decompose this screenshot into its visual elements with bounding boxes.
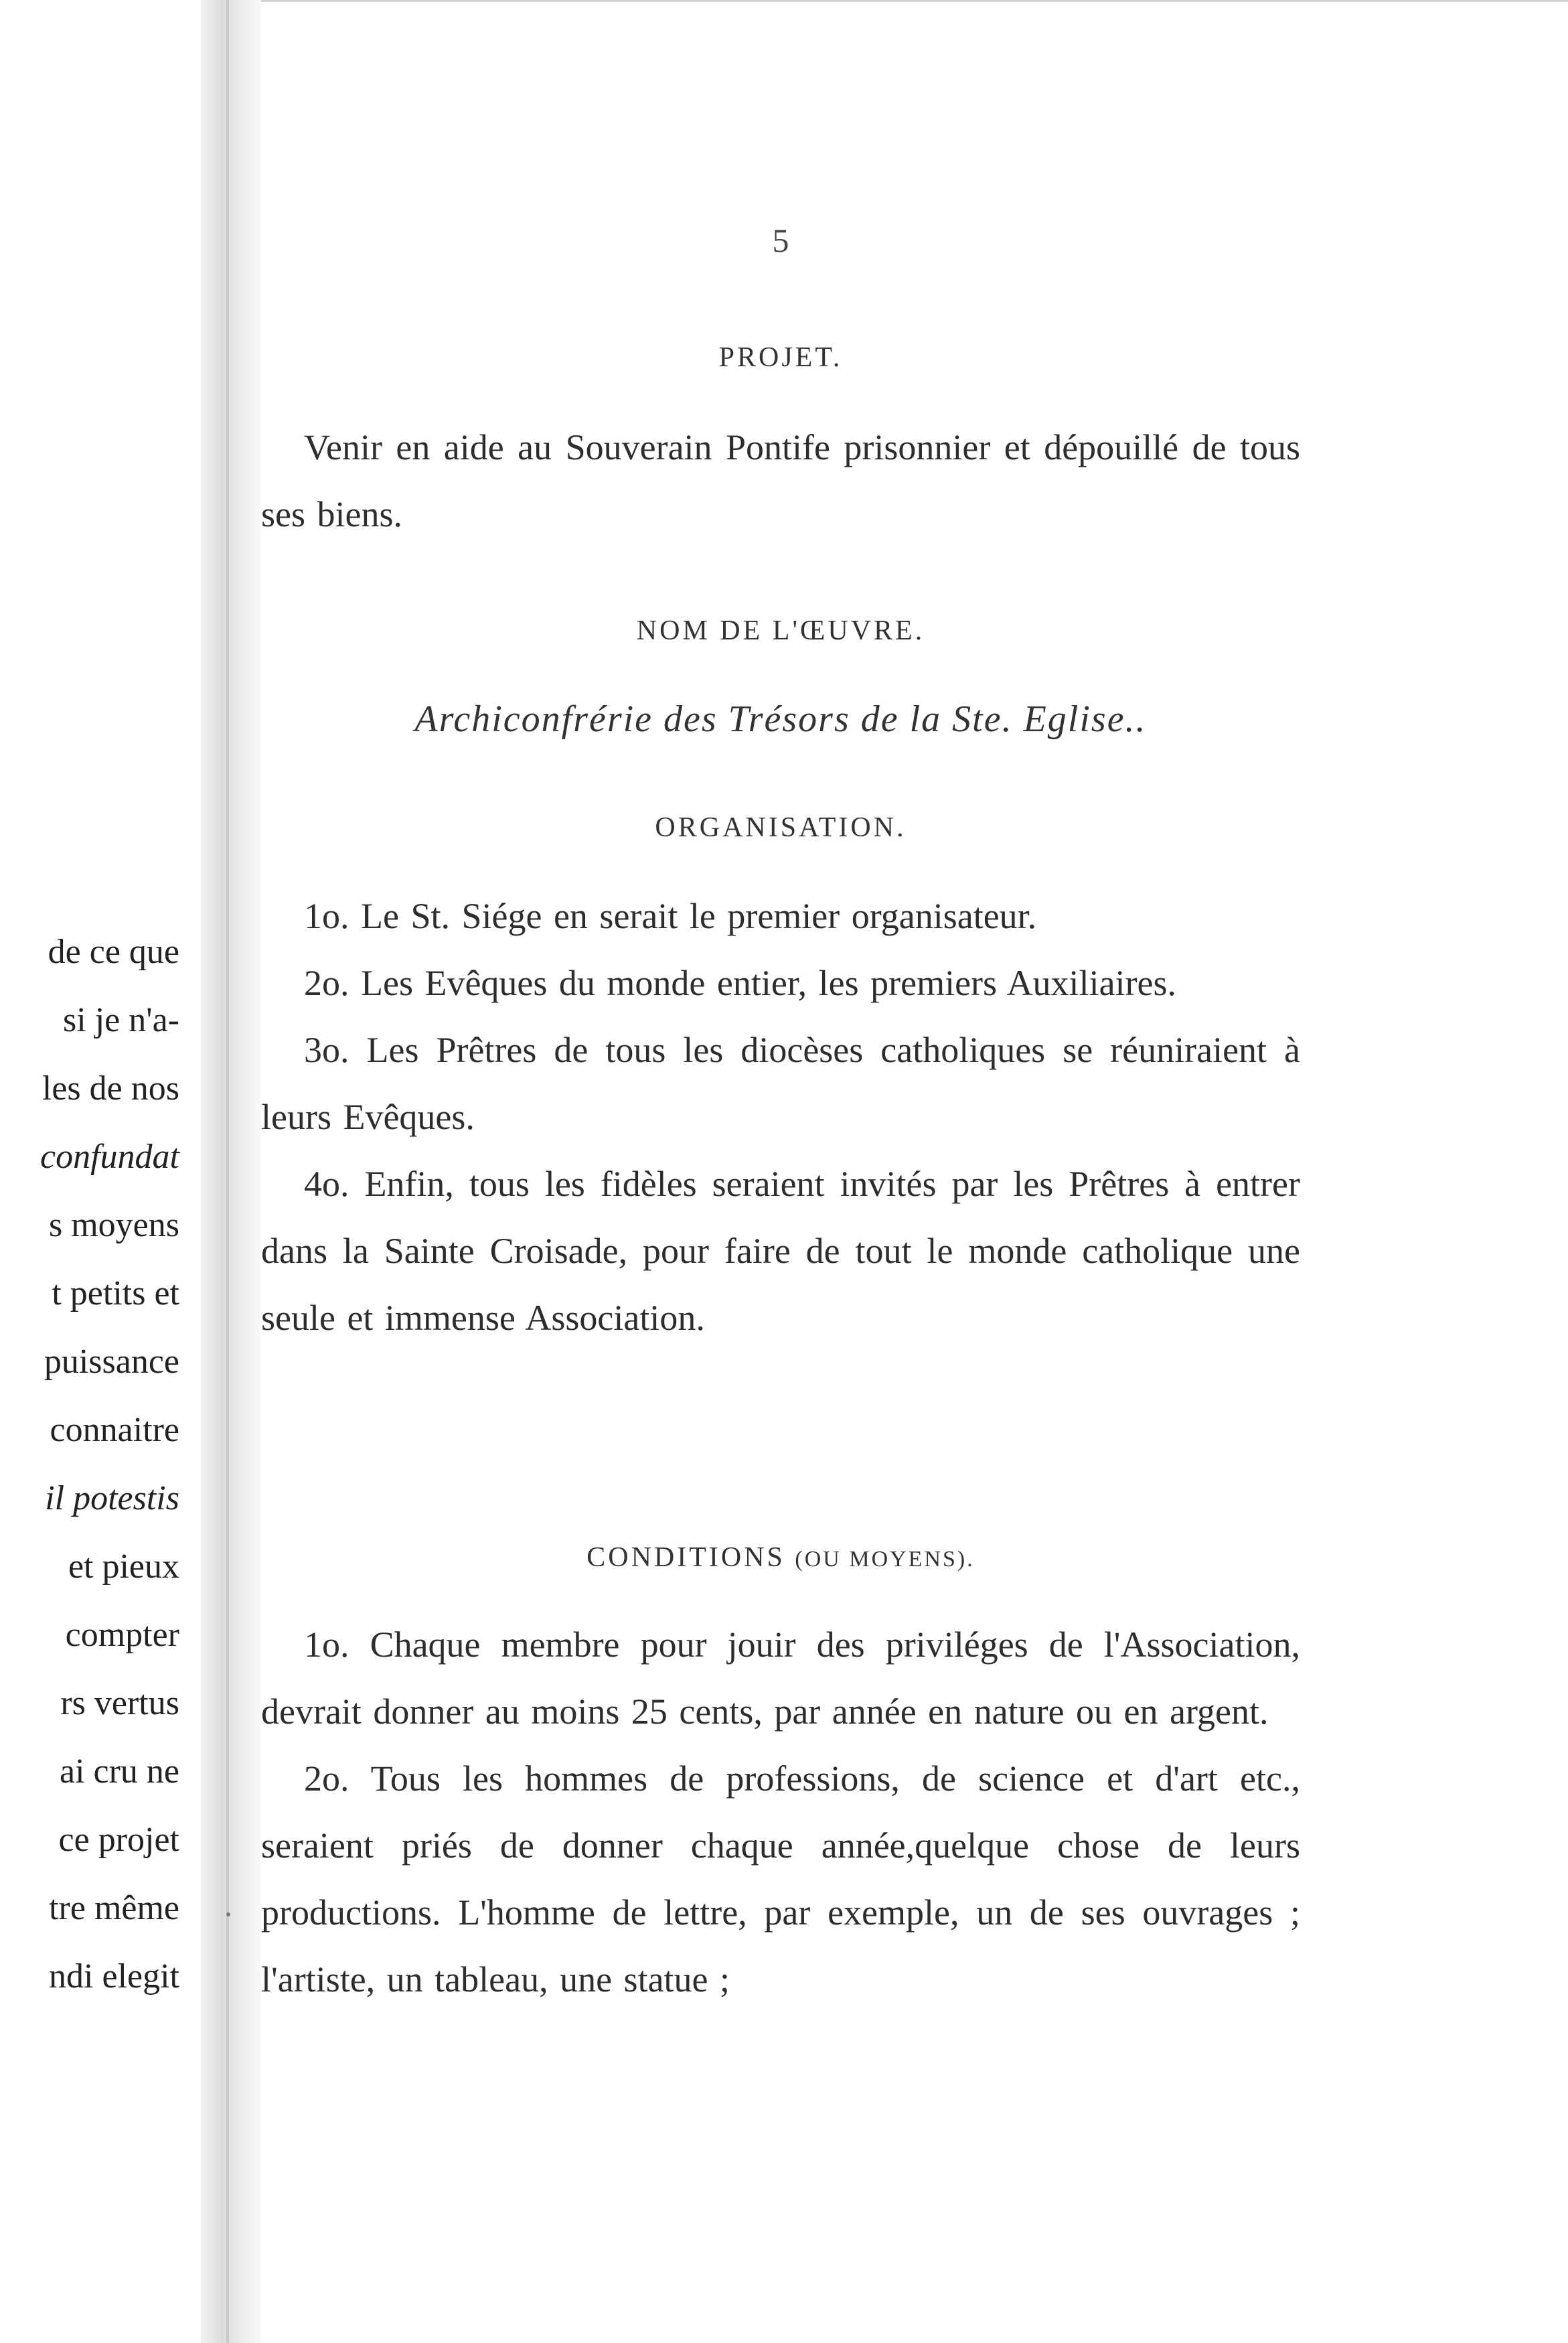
left-page-line: s moyens [49, 1206, 179, 1244]
projet-paragraph [261, 414, 1300, 548]
conditions-heading-main: CONDITIONS [586, 1542, 785, 1573]
page-edge [226, 0, 229, 2343]
previous-page-fragment [0, 0, 201, 2343]
left-page-line: compter [65, 1616, 179, 1654]
organisation-item: 3o. Les Prêtres de tous les diocèses catholiques se réuniraient à leurs Evêques. [261, 1030, 1300, 1137]
left-page-line: connaitre [50, 1411, 179, 1449]
organisation-list [261, 883, 1300, 1351]
oeuvre-name: Archiconfrérie des Trésors de la Ste. Eglise.. [414, 698, 1147, 740]
left-page-line: tre même [49, 1889, 179, 1927]
conditions-heading-sub: (OU MOYENS). [795, 1547, 975, 1572]
left-page-line: il potestis [45, 1479, 179, 1517]
left-page-line: t petits et [52, 1274, 179, 1312]
left-page-line: ai cru ne [59, 1752, 179, 1791]
conditions-item: 1o. Chaque membre pour jouir des priviléges de l'Association, devrait donner au moins 25 cents, par année en nature ou en argent. [261, 1624, 1300, 1732]
margin-mark [226, 1912, 230, 1916]
section-heading-nom: NOM DE L'ŒUVRE. [636, 615, 925, 646]
page-number: 5 [772, 222, 789, 259]
conditions-list [261, 1611, 1300, 2013]
section-heading-conditions [261, 1541, 1300, 1574]
section-heading-organisation: ORGANISATION. [655, 812, 907, 843]
left-page-line: puissance [44, 1343, 179, 1381]
left-page-line: de ce que [48, 933, 179, 971]
projet-text: Venir en aide au Souverain Pontife prisonnier et dépouillé de tous ses biens. [261, 427, 1300, 534]
left-page-line: ce projet [58, 1821, 179, 1859]
organisation-item: 1o. Le St. Siége en serait le premier organisateur. [304, 896, 1037, 936]
left-page-line: si je n'a- [63, 1001, 179, 1039]
left-page-line: et pieux [68, 1547, 179, 1586]
book-gutter [201, 0, 261, 2343]
main-page [261, 0, 1568, 2343]
left-page-line: les de nos [42, 1069, 179, 1108]
organisation-item: 4o. Enfin, tous les fidèles seraient invités par les Prêtres à entrer dans la Sainte Croisade, pour faire de tout le monde catholique une seule et immense Association. [261, 1164, 1300, 1338]
left-page-line: confundat [40, 1138, 179, 1176]
left-page-line: rs vertus [60, 1684, 179, 1722]
conditions-item: 2o. Tous les hommes de professions, de science et d'art etc., seraient priés de donner chaque année,quelque chose de leurs productions. L'homme de lettre, par exemple, un de ses ouvrages ; l'artiste, un tableau, une statue ; [261, 1758, 1300, 1999]
organisation-item: 2o. Les Evêques du monde entier, les premiers Auxiliaires. [304, 963, 1177, 1003]
section-heading-projet: PROJET. [718, 342, 843, 373]
left-page-line: ndi elegit [49, 1957, 179, 1995]
